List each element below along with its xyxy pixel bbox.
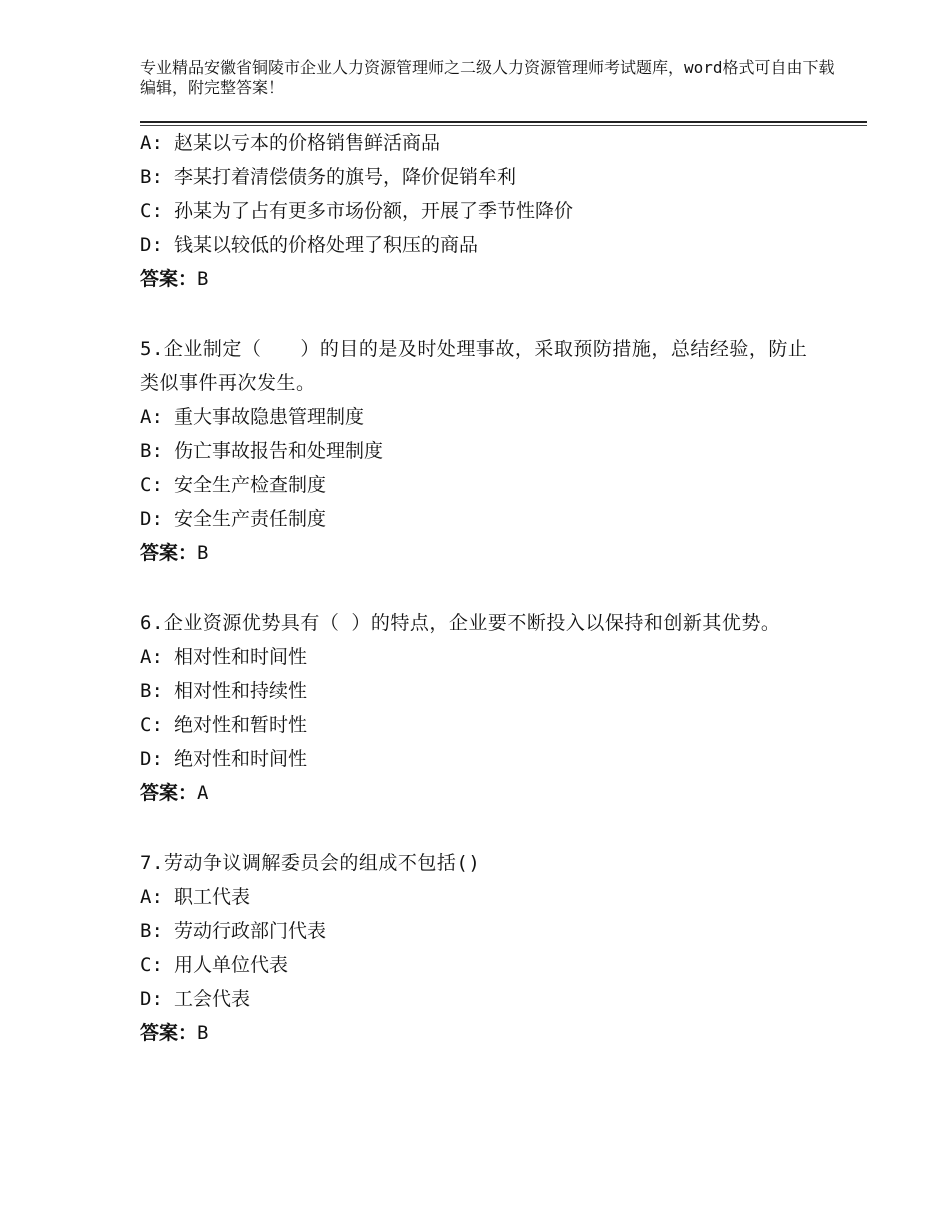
option-letter: A: bbox=[140, 132, 163, 154]
option-d bbox=[140, 982, 840, 1016]
question-stem: 6.企业资源优势具有（ ）的特点，企业要不断投入以保持和创新其优势。 bbox=[140, 612, 781, 634]
option-text: 绝对性和时间性 bbox=[174, 748, 308, 770]
option-letter: D: bbox=[140, 234, 163, 256]
option-letter: D: bbox=[140, 988, 163, 1010]
header-title: 专业精品安徽省铜陵市企业人力资源管理师之二级人力资源管理师考试题库，word格式可自由下载编辑，附完整答案！ bbox=[140, 58, 835, 97]
option-a bbox=[140, 880, 840, 914]
answer-value: B bbox=[197, 268, 209, 290]
answer-label: 答案： bbox=[140, 1022, 198, 1044]
answer-line bbox=[140, 1016, 840, 1050]
option-c bbox=[140, 194, 840, 228]
option-letter: C: bbox=[140, 714, 163, 736]
option-a bbox=[140, 400, 840, 434]
question-6 bbox=[140, 606, 840, 810]
answer-line bbox=[140, 262, 840, 296]
option-letter: C: bbox=[140, 200, 163, 222]
answer-line bbox=[140, 776, 840, 810]
question-7 bbox=[140, 846, 840, 1050]
question-list bbox=[140, 126, 840, 1050]
option-letter: B: bbox=[140, 920, 163, 942]
answer-label: 答案： bbox=[140, 542, 198, 564]
option-c bbox=[140, 948, 840, 982]
option-text: 重大事故隐患管理制度 bbox=[174, 406, 365, 428]
option-letter: B: bbox=[140, 440, 163, 462]
option-text: 钱某以较低的价格处理了积压的商品 bbox=[174, 234, 479, 256]
option-c bbox=[140, 468, 840, 502]
option-text: 工会代表 bbox=[174, 988, 251, 1010]
option-letter: D: bbox=[140, 748, 163, 770]
answer-label: 答案： bbox=[140, 268, 198, 290]
option-text: 伤亡事故报告和处理制度 bbox=[174, 440, 384, 462]
question-5 bbox=[140, 332, 840, 570]
option-text: 安全生产责任制度 bbox=[174, 508, 327, 530]
answer-value: B bbox=[197, 542, 209, 564]
option-d bbox=[140, 228, 840, 262]
document-header bbox=[140, 58, 840, 98]
option-text: 职工代表 bbox=[174, 886, 251, 908]
option-a bbox=[140, 126, 840, 160]
option-letter: A: bbox=[140, 646, 163, 668]
option-text: 李某打着清偿债务的旗号，降价促销牟利 bbox=[174, 166, 517, 188]
question-4-partial bbox=[140, 126, 840, 296]
option-letter: B: bbox=[140, 166, 163, 188]
option-text: 用人单位代表 bbox=[174, 954, 289, 976]
option-text: 相对性和持续性 bbox=[174, 680, 308, 702]
option-text: 劳动行政部门代表 bbox=[174, 920, 327, 942]
answer-line bbox=[140, 536, 840, 570]
option-letter: A: bbox=[140, 886, 163, 908]
option-letter: B: bbox=[140, 680, 163, 702]
option-b bbox=[140, 674, 840, 708]
option-letter: A: bbox=[140, 406, 163, 428]
option-letter: C: bbox=[140, 474, 163, 496]
option-a bbox=[140, 640, 840, 674]
option-c bbox=[140, 708, 840, 742]
question-stem: 7.劳动争议调解委员会的组成不包括() bbox=[140, 852, 481, 874]
question-stem: 5.企业制定（ ）的目的是及时处理事故，采取预防措施，总结经验，防止类似事件再次发生。 bbox=[140, 338, 808, 394]
answer-value: B bbox=[197, 1022, 209, 1044]
answer-value: A bbox=[197, 782, 209, 804]
option-text: 绝对性和暂时性 bbox=[174, 714, 308, 736]
option-b bbox=[140, 914, 840, 948]
option-text: 孙某为了占有更多市场份额，开展了季节性降价 bbox=[174, 200, 574, 222]
option-text: 赵某以亏本的价格销售鲜活商品 bbox=[174, 132, 441, 154]
option-letter: D: bbox=[140, 508, 163, 530]
answer-label: 答案： bbox=[140, 782, 198, 804]
option-d bbox=[140, 502, 840, 536]
option-text: 相对性和时间性 bbox=[174, 646, 308, 668]
header-divider-thick bbox=[140, 121, 867, 123]
option-text: 安全生产检查制度 bbox=[174, 474, 327, 496]
option-letter: C: bbox=[140, 954, 163, 976]
option-d bbox=[140, 742, 840, 776]
option-b bbox=[140, 160, 840, 194]
option-b bbox=[140, 434, 840, 468]
